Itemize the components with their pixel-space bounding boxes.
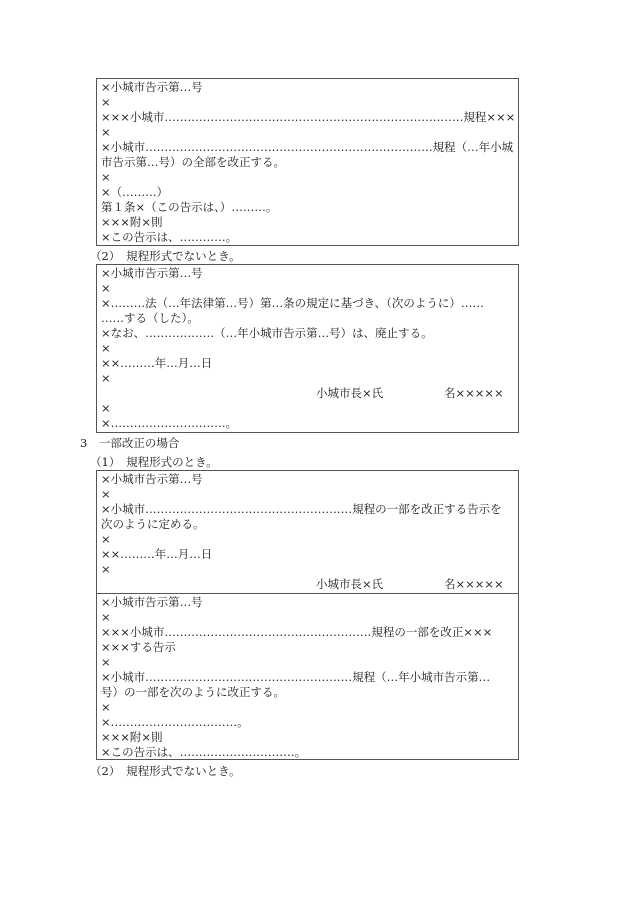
heading-partial-revision: 3 一部改正の場合 <box>80 436 180 450</box>
signature-name: 名××××× <box>444 386 504 400</box>
text-line: × <box>101 95 111 109</box>
text-line: ×××小城市………………………………………………規程の一部を改正××× <box>101 625 493 639</box>
signature-line <box>101 386 515 401</box>
text-line: × <box>101 341 111 355</box>
text-line: ×××小城市……………………………………………………………………規程××× <box>101 110 515 124</box>
text-line: × <box>101 125 111 139</box>
text-line: ×××する告示 <box>101 640 176 654</box>
heading-regulation-form: （1） 規程形式のとき。 <box>90 455 218 469</box>
text-line: ×この告示は、…………。 <box>101 230 238 244</box>
text-line: × <box>101 655 111 669</box>
signature-line <box>101 577 515 592</box>
text-line: 市告示第…号）の全部を改正する。 <box>101 155 285 169</box>
text-line: ×小城市告示第…号 <box>101 472 203 486</box>
heading-non-regulation-form: （2） 規程形式でないとき。 <box>90 249 241 263</box>
text-line: ×小城市………………………………………………規程（…年小城市告示第… <box>101 670 491 684</box>
text-line: 次のように定める。 <box>101 517 205 531</box>
text-line: × <box>101 610 111 624</box>
text-line: ×………法（…年法律第…号）第…条の規定に基づき、（次のように）…… <box>101 296 484 310</box>
text-line: ×小城市告示第…号 <box>101 266 203 280</box>
signature-title: 小城市長×氏 <box>316 577 384 591</box>
text-line: × <box>101 281 111 295</box>
text-line: ×小城市………………………………………………規程の一部を改正する告示を <box>101 502 502 516</box>
text-line: ××………年…月…日 <box>101 356 213 370</box>
text-line: ×…………………………。 <box>101 416 238 430</box>
text-line: 号）の一部を次のように改正する。 <box>101 685 285 699</box>
text-line: × <box>101 371 111 385</box>
text-line: × <box>101 401 111 415</box>
text-line: × <box>101 532 111 546</box>
text-line: ……する（した）。 <box>101 311 199 325</box>
box-partial-revision-regulation <box>96 470 519 760</box>
heading-non-regulation-form-2: （2） 規程形式でないとき。 <box>90 764 241 778</box>
text-line: ××………年…月…日 <box>101 547 213 561</box>
text-line: × <box>101 700 111 714</box>
signature-name: 名××××× <box>444 577 504 591</box>
text-line: ×小城市告示第…号 <box>101 595 203 609</box>
text-line: × <box>101 170 111 184</box>
text-line: ×小城市…………………………………………………………………規程（…年小城 <box>101 140 514 154</box>
box-non-regulation-notice <box>96 264 519 433</box>
text-line: ×××附×則 <box>101 730 163 744</box>
text-line: × <box>101 562 111 576</box>
text-line: ×（………） <box>101 185 169 199</box>
section-divider <box>97 593 518 594</box>
text-line: ×……………………………。 <box>101 715 249 729</box>
text-line: ×この告示は、…………………………。 <box>101 745 307 759</box>
box-full-revision-regulation <box>96 78 519 246</box>
signature-title: 小城市長×氏 <box>316 386 384 400</box>
text-line: ×××附×則 <box>101 215 163 229</box>
text-line: ×小城市告示第…号 <box>101 80 203 94</box>
text-line: × <box>101 487 111 501</box>
text-line: 第１条×（この告示は、）………。 <box>101 200 278 214</box>
text-line: ×なお、………………（…年小城市告示第…号）は、廃止する。 <box>101 326 433 340</box>
